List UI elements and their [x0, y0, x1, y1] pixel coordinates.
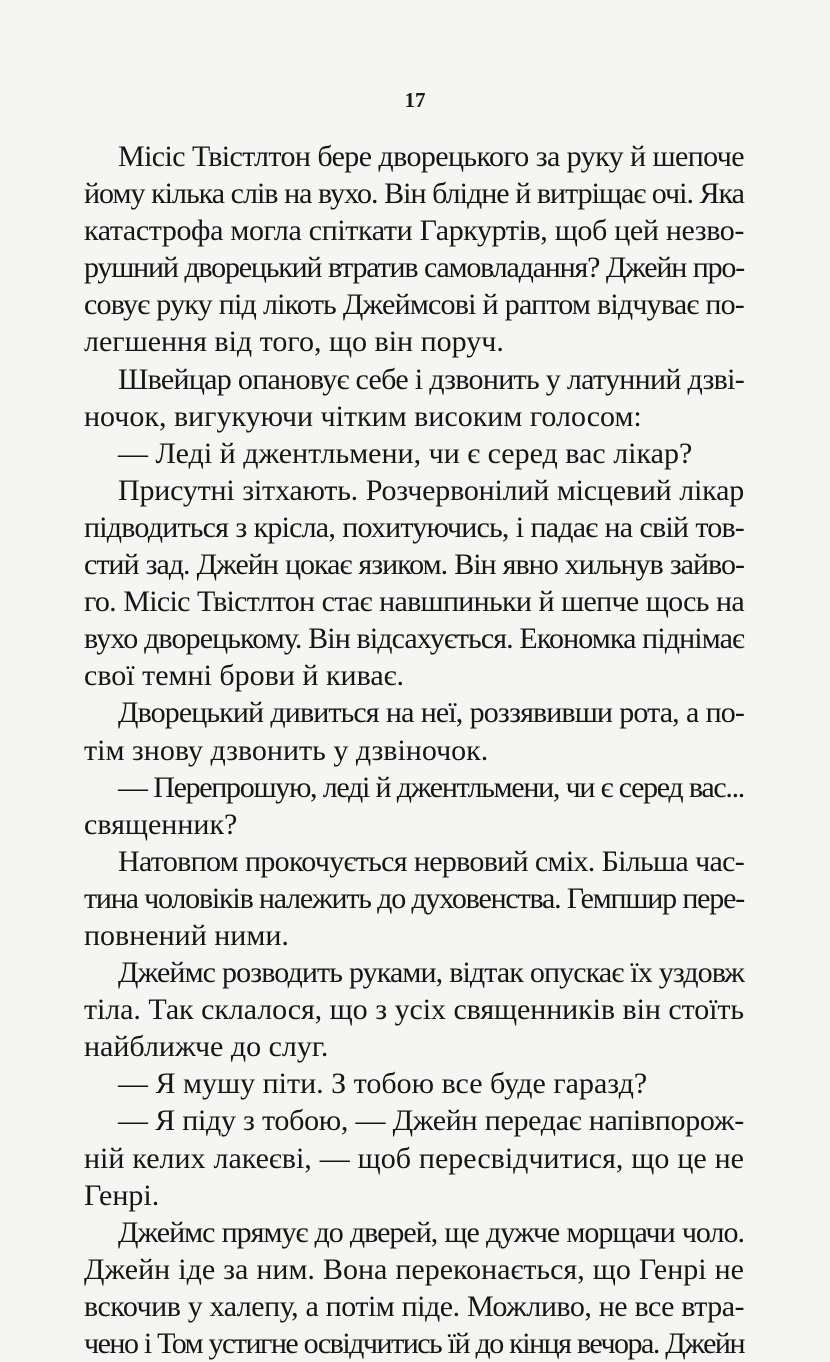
text-line: тина чоловіків належить до духовенства. Гемпшир пере-: [84, 881, 744, 915]
text-line: — Перепрошую, леді й джентльмени, чи є серед вас...: [118, 770, 744, 804]
text-line: вухо дворецькому. Він відсахується. Економка піднімає: [84, 622, 744, 656]
text-line: Місіс Твістлтон бере дворецького за руку й шепоче: [118, 140, 744, 173]
text-line: ній келих лакеєві, — щоб пересвідчитися, що це не: [84, 1141, 744, 1175]
text-line: го. Місіс Твістлтон стає навшпиньки й шепче щось на: [84, 585, 744, 619]
text-line: тім знову дзвонить у дзвіночок.: [84, 733, 489, 767]
text-line: катастрофа могла спіткати Гаркуртів, щоб цей незво-: [84, 214, 744, 248]
text-line: тіла. Так склалося, що з усіх священників він стоїть: [84, 993, 744, 1027]
text-line: Джеймс розводить руками, відтак опускає їх уздовж: [118, 956, 744, 990]
text-line: легшення від того, що він поруч.: [84, 325, 504, 359]
text-line: йому кілька слів на вухо. Він блідне й витріщає очі. Яка: [84, 177, 744, 211]
text-line: найближче до слуг.: [84, 1030, 329, 1064]
text-line: Швейцар опановує себе і дзвонить у латунний дзві-: [118, 362, 744, 396]
text-line: — Я мушу піти. З тобою все буде гаразд?: [118, 1067, 648, 1101]
text-line: Джейн іде за ним. Вона переконається, що Генрі не: [84, 1252, 744, 1286]
text-line: вскочив у халепу, а потім піде. Можливо, не все втра-: [84, 1289, 744, 1323]
text-line: священник?: [84, 807, 238, 841]
text-line: рушний дворецький втратив самовладання? Джейн про-: [84, 251, 744, 285]
text-line: підводиться з крісла, похитуючись, і падає на свій тов-: [84, 510, 744, 544]
page-number: 17: [404, 88, 426, 112]
text-line: Генрі.: [84, 1178, 160, 1212]
text-line: Дворецький дивиться на неї, роззявивши рота, а по-: [118, 696, 744, 730]
text-line: совує руку під лікоть Джеймсові й раптом відчуває по-: [84, 288, 744, 322]
text-line: свої темні брови й киває.: [84, 659, 405, 693]
text-line: Присутні зітхають. Розчервонілий місцевий лікар: [118, 473, 744, 507]
text-line: — Леді й джентльмени, чи є серед вас лікар?: [118, 436, 693, 470]
text-line: стий зад. Джейн цокає язиком. Він явно хильнув зайво-: [84, 548, 744, 582]
text-line: Джеймс прямує до дверей, ще дужче морщачи чоло.: [118, 1215, 744, 1249]
body-text: [84, 138, 744, 1362]
text-line: ночок, вигукуючи чітким високим голосом:: [84, 399, 642, 433]
text-line: Натовпом прокочується нервовий сміх. Більша час-: [118, 844, 744, 878]
text-line: — Я піду з тобою, — Джейн передає напівпорож-: [118, 1104, 744, 1138]
text-line: повнений ними.: [84, 918, 289, 952]
text-line: чено і Том устигне освідчитись їй до кінця вечора. Джейн: [84, 1327, 744, 1360]
